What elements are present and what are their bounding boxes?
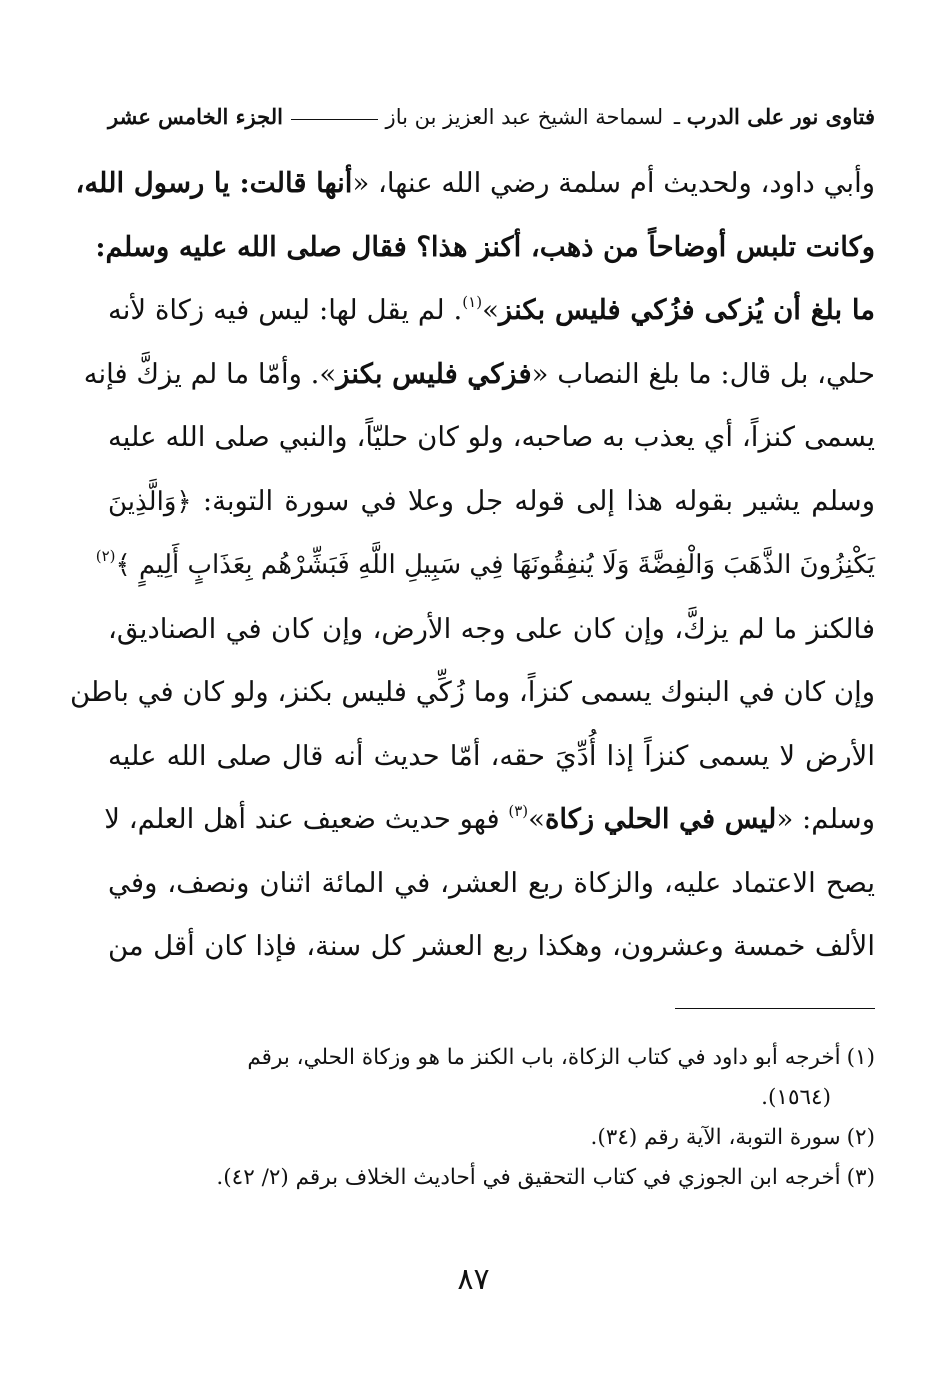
text-line [95,534,875,598]
footnote-ref[interactable]: (١) [462,293,483,311]
hadith-quote: ليس في الحلي زكاة [544,803,777,835]
text-line [75,152,875,216]
footnote-number: (٢) [846,1125,875,1150]
footnotes [108,1038,875,1198]
footnote-ref[interactable]: (٣) [508,802,529,820]
text-run: فهو حديث ضعيف عند أهل العلم، لا [104,803,509,835]
text-line [83,343,875,407]
footnote-1 [108,1038,875,1118]
hadith-quote: أنها قالت: يا رسول الله، [75,167,353,199]
footnote-number: (٣) [846,1165,875,1190]
hadith-quote: فزكي فليس بكنز [336,357,532,390]
footnote-text: سورة التوبة، الآية رقم (٣٤). [590,1125,841,1150]
volume-label: الجزء الخامس عشر [108,103,283,129]
text-line: يسمى كنزاً، أي يعذب به صاحبه، ولو كان حليّاً، والنبي صلى الله عليه [108,421,875,453]
page-number: ٨٧ [457,1262,490,1297]
text-line: الأرض لا يسمى كنزاً إذا أُدِّيَ حقه، أمّا حديث أنه قال صلى الله عليه [108,739,875,772]
main-text [70,152,875,979]
running-header [108,96,875,136]
text-run: . لم يقل لها: ليس فيه زكاة لأنه [108,294,463,326]
header-dash: ـ [673,104,681,129]
text-run: وسلم: « [776,803,875,835]
text-run: » [528,803,545,835]
series-title: فتاوى نور على الدرب [686,103,875,129]
quran-verse: ﴿وَالَّذِينَ [108,486,192,517]
text-line [104,788,875,852]
footnote-text: أخرجه ابن الجوزي في كتاب التحقيق في أحاديث الخلاف برقم (٢/ ٤٢). [216,1165,841,1190]
text-run: » [482,294,499,326]
text-line: يصح الاعتماد عليه، والزكاة ربع العشر، في المائة اثنان ونصف، وفي [108,866,875,899]
footnote-3 [108,1158,875,1198]
footnote-2 [108,1118,875,1158]
author-name: لسماحة الشيخ عبد العزيز بن باز [385,104,664,129]
text-run: وسلم يشير بقوله هذا إلى قوله جل وعلا في سورة التوبة: [191,484,875,517]
text-run: ». وأمّا ما لم يزكَّ فإنه [83,357,337,390]
text-run: وأبي داود، ولحديث أم سلمة رضي الله عنها، « [352,167,875,199]
text-line: وإن كان في البنوك يسمى كنزاً، وما زُكِّي فليس بكنز، ولو كان في باطن [70,676,875,708]
hadith-quote: ما بلغ أن يُزكى فزُكي فليس بكنز [498,294,875,326]
footnote-text: أخرجه أبو داود في كتاب الزكاة، باب الكنز ما هو وزكاة الحلي، برقم [247,1045,841,1070]
text-line: فالكنز ما لم يزكَّ، وإن كان على وجه الأرض، وإن كان في الصناديق، [108,612,875,645]
hadith-quote: وكانت تلبس أوضاحاً من ذهب، أكنز هذا؟ فقال صلى الله عليه وسلم: [95,230,875,263]
text-run: حلي، بل قال: ما بلغ النصاب « [531,357,875,390]
footnote-separator [675,1008,875,1009]
footnote-number: (١) [846,1045,875,1070]
text-line [108,279,875,343]
footnote-text-continued: (١٥٦٤). [761,1085,831,1110]
header-left-group [386,104,875,129]
header-rule [291,119,378,120]
text-line: الألف خمسة وعشرون، وهكذا ربع العشر كل سنة، فإذا كان أقل من [108,930,875,962]
footnote-ref[interactable]: (٢) [95,547,116,565]
quran-verse: يَكْنِزُونَ الذَّهَبَ وَالْفِضَّةَ وَلَا يُنفِقُونَهَا فِي سَبِيلِ اللَّهِ فَبَشِّرْهُم بِعَذَابٍ أَلِيمٍ ﴾ [115,550,875,580]
text-line [108,470,875,535]
